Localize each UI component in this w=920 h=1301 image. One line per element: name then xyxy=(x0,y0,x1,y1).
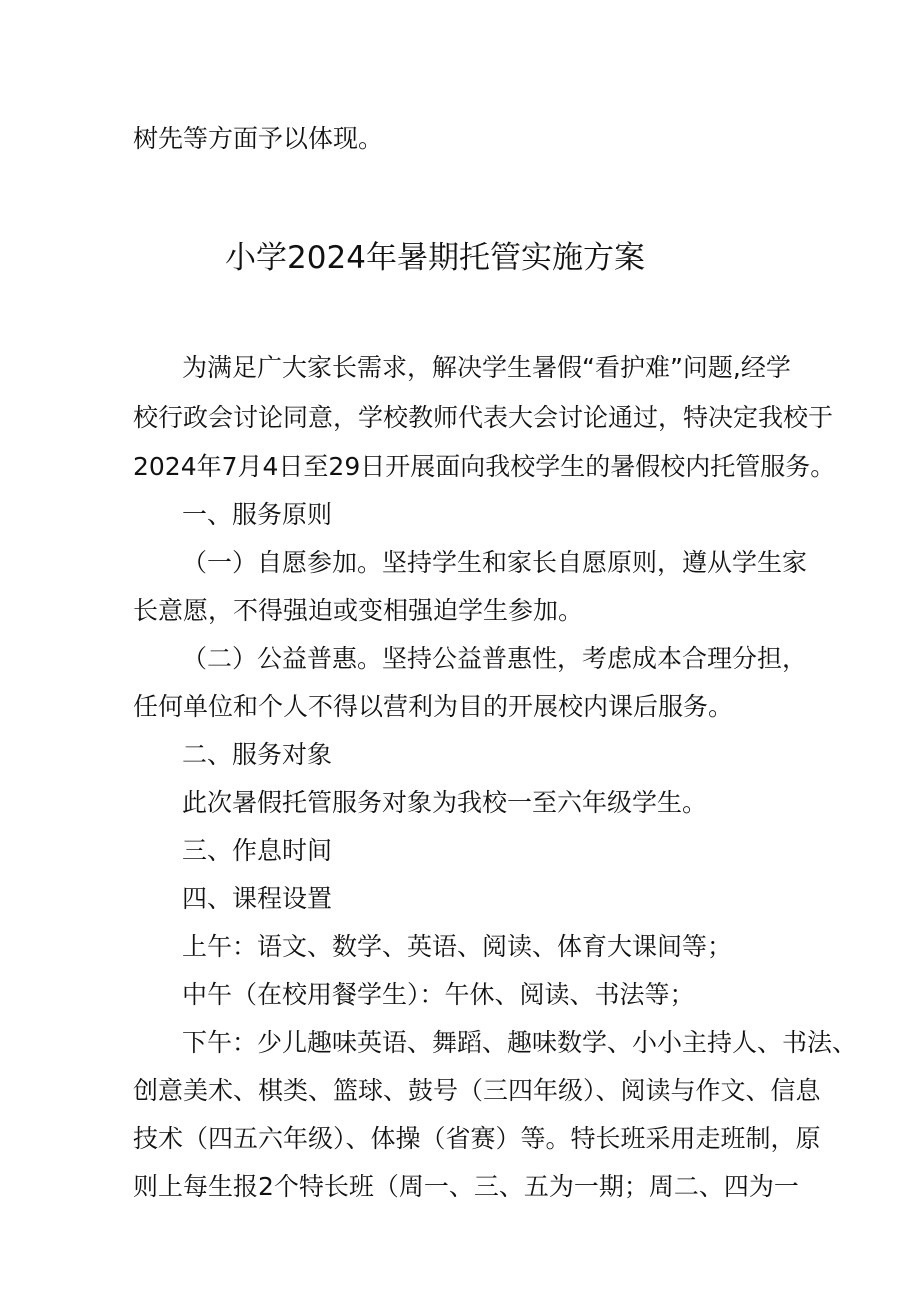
courses-afternoon-line-3: 技术（四五六年级）、体操（省赛）等。特长班采用走班制，原 xyxy=(133,1124,821,1153)
section-heading-principles: 一、服务原则 xyxy=(182,500,333,529)
principle-1-line-1: （一）自愿参加。坚持学生和家长自愿原则，遵从学生家 xyxy=(182,548,808,577)
target-body: 此次暑假托管服务对象为我校一至六年级学生。 xyxy=(182,788,708,817)
courses-noon: 中午（在校用餐学生）：午休、阅读、书法等； xyxy=(182,980,695,1009)
courses-afternoon-line-1: 下午：少儿趣味英语、舞蹈、趣味数学、小小主持人、书法、 xyxy=(182,1028,858,1057)
courses-morning: 上午：语文、数学、英语、阅读、体育大课间等； xyxy=(182,932,733,961)
principle-1-line-2: 长意愿，不得强迫或变相强迫学生参加。 xyxy=(133,596,584,625)
section-heading-target: 二、服务对象 xyxy=(182,740,333,769)
courses-afternoon-line-4: 则上每生报2个特长班（周一、三、五为一期；周二、四为一 xyxy=(133,1172,799,1201)
intro-line-2: 校行政会讨论同意，学校教师代表大会讨论通过，特决定我校于 xyxy=(133,403,834,432)
document-title: 小学2024年暑期托管实施方案 xyxy=(225,240,645,276)
section-heading-schedule: 三、作息时间 xyxy=(182,836,333,865)
principle-2-line-2: 任何单位和个人不得以营利为目的开展校内课后服务。 xyxy=(133,692,734,721)
courses-afternoon-line-2: 创意美术、棋类、篮球、鼓号（三四年级）、阅读与作文、信息 xyxy=(133,1076,821,1105)
intro-line-3: 2024年7月4日至29日开展面向我校学生的暑假校内托管服务。 xyxy=(133,452,836,481)
carryover-line: 树先等方面予以体现。 xyxy=(133,124,384,153)
section-heading-courses: 四、课程设置 xyxy=(182,884,333,913)
intro-line-1: 为满足广大家长需求，解决学生暑假“看护难”问题,经学 xyxy=(182,353,791,382)
principle-2-line-1: （二）公益普惠。坚持公益普惠性，考虑成本合理分担， xyxy=(182,644,808,673)
